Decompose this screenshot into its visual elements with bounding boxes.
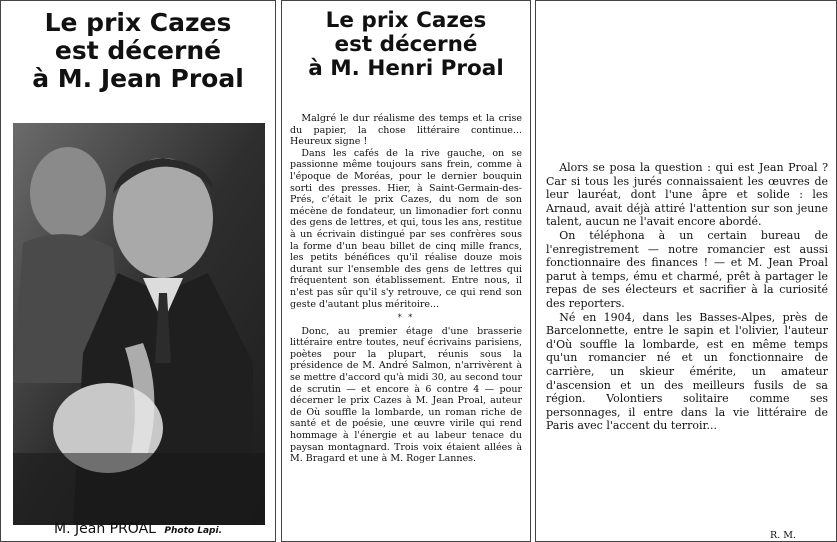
- middle-headline-line-1: Le prix Cazes: [325, 8, 487, 33]
- author-signature: R. M.: [770, 530, 796, 541]
- portrait-photo: [13, 123, 265, 525]
- middle-paragraph: Malgré le dur réalisme des temps et la crise du papier, la chose littéraire continue... Heureux signe !: [290, 113, 522, 148]
- middle-paragraph: Dans les cafés de la rive gauche, on se passionne même toujours sans frein, comme à l'époque de Moréas, pour le dernier bouquin sorti des presses. Hier, à Saint-Germain-des-Prés, c'était le prix Cazes, du nom de son mécène de fondateur, un limonadier fort connu des gens de lettres, et qui, tous les ans, restitue à un écrivain distingué par ses confrères sous la forme d'un beau billet de cinq mille francs, les petits bénéfices qu'il réalise douze mois durant sur l'ensemble des gens de lettres qui fréquentent son établissement. Entre nous, il n'est pas sûr qu'il s'y retrouve, ce qui rend son geste d'autant plus méritoire...: [290, 147, 522, 310]
- right-article-body: [546, 161, 828, 433]
- caption-name: M. Jean PROAL: [54, 521, 156, 537]
- left-headline: [1, 1, 275, 93]
- right-paragraph: On téléphona à un certain bureau de l'enregistrement — notre romancier est aussi fonctionnaire des finances ! — et M. Jean Proal parut à temps, ému et charmé, prêt à partager le repas de ses électeurs et sacrifier à la curiosité des reporters.: [546, 228, 828, 310]
- right-paragraph: Né en 1904, dans les Basses-Alpes, près de Barcelonnette, entre le sapin et l'olivier, l'auteur d'Où souffle la lombarde, est en même temps qu'un romancier né et un fonctionnaire de carrière, un skieur émérite, un amateur d'ascension et un des meilleurs fusils de sa région. Volontiers solitaire comme ses personnages, il entre dans la vie littéraire de Paris avec l'accent du terroir...: [546, 310, 828, 433]
- middle-headline-line-2: est décerné: [334, 32, 478, 58]
- left-headline-line-3: à M. Jean Proal: [32, 64, 244, 93]
- middle-clipping: [281, 0, 531, 542]
- photo-caption: [1, 521, 275, 537]
- middle-headline: [282, 1, 530, 81]
- left-clipping: [0, 0, 276, 542]
- right-clipping: [535, 0, 837, 542]
- right-paragraph: Alors se posa la question : qui est Jean Proal ? Car si tous les jurés connaissaient les œuvres de leur lauréat, dont l'une âpre et solide : les Arnaud, avait déjà attiré l'attention sur son jeune talent, aucun ne l'avait encore abordé.: [546, 161, 828, 229]
- middle-paragraph: Donc, au premier étage d'une brasserie littéraire entre toutes, neuf écrivains parisiens, poètes pour la plupart, réunis sous la présidence de M. André Salmon, n'arrivèrent à se mettre d'accord qu'à midi 30, au second tour de scrutin — et encore à 6 contre 4 — pour décerner le prix Cazes à M. Jean Proal, auteur de Où souffle la lombarde, un roman riche de santé et de poésie, une œuvre virile qui rend hommage à l'énergie et au labeur tenace du paysan montagnard. Trois voix étaient allées à M. Bragard et une à M. Roger Lannes.: [290, 325, 522, 465]
- photo-credit: Photo Lapi.: [164, 526, 222, 536]
- portrait-illustration: [13, 123, 265, 525]
- middle-article-body: [290, 113, 522, 465]
- middle-headline-line-3: à M. Henri Proal: [308, 56, 504, 82]
- left-headline-line-2: est décerné: [54, 36, 222, 65]
- section-separator: * *: [397, 313, 415, 323]
- left-headline-line-1: Le prix Cazes: [44, 8, 232, 37]
